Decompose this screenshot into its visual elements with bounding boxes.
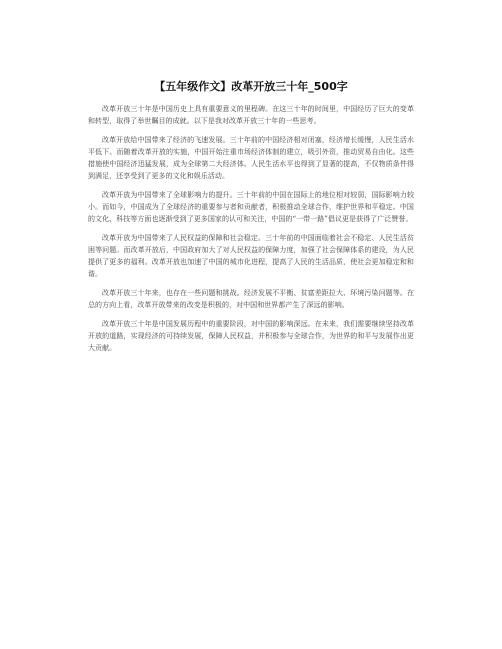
paragraph-6: 改革开放三十年是中国发展历程中的重要阶段，对中国的影响深远。在未来，我们需要继续坚持改革开放的道路，实现经济的可持续发展，保障人民权益，并积极参与全球合作，为世界的和平与发展作出更大贡献。: [88, 320, 414, 352]
paragraph-1: 改革开放三十年是中国历史上具有重要意义的里程碑。在这三十年的时间里，中国经历了巨大的变革和转型，取得了举世瞩目的成就。以下是我对改革开放三十年的一些思考。: [88, 105, 414, 125]
paragraph-5: 改革开放三十年来，也存在一些问题和挑战。经济发展不平衡、贫富差距拉大、环境污染问题等。在总的方向上看，改革开放带来的改变是积极的，对中国和世界都产生了深远的影响。: [88, 289, 414, 309]
paragraph-4: 改革开放为中国带来了人民权益的保障和社会稳定。三十年前的中国面临着社会不稳定、人民生活贫困等问题。而改革开放后，中国政府加大了对人民权益的保障力度，加强了社会保障体系的建设，为人民提供了更多的福利。改革开放也加速了中国的城市化进程，提高了人民的生活品质，使社会更加稳定和和谐。: [88, 234, 414, 278]
paragraph-3: 改革开放为中国带来了全球影响力的提升。三十年前的中国在国际上的地位相对较弱，国际影响力较小。而如今，中国成为了全球经济的重要参与者和贡献者，积极推动全球合作，维护世界和平稳定。中国的文化、科技等方面也逐渐受到了更多国家的认可和关注，中国的“一带一路”倡议更是获得了广泛赞誉。: [88, 191, 414, 223]
document-body: [88, 103, 414, 361]
paragraph-2: 改革开放给中国带来了经济的飞速发展。三十年前的中国经济相对闭塞，经济增长缓慢，人民生活水平低下。而随着改革开放的实施，中国开始注重市场经济体制的建立，吸引外资，推动贸易自由化。这些措施使中国经济迅猛发展，成为全球第二大经济体。人民生活水平也得到了显著的提高，不仅物质条件得到满足，还享受到了更多的文化和娱乐活动。: [88, 136, 414, 180]
document-title: 【五年级作文】改革开放三十年_500字: [154, 80, 348, 93]
